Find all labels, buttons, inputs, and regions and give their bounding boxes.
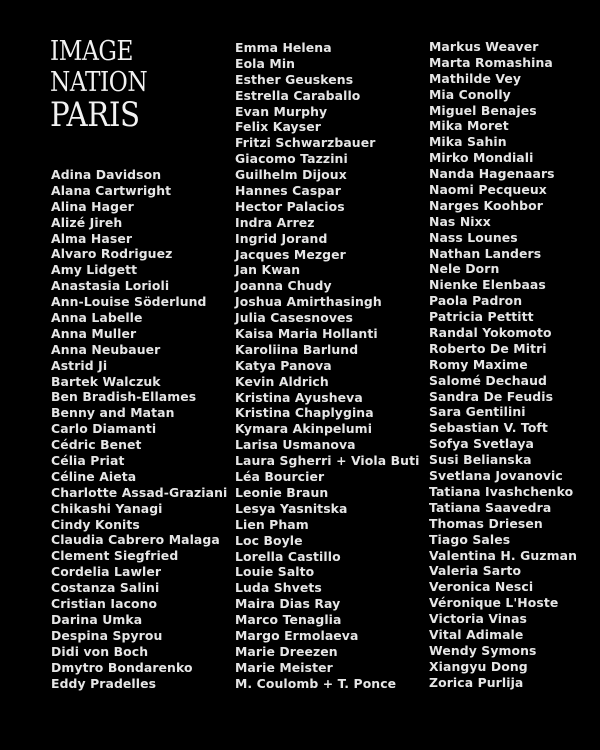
artist-name: Dmytro Bondarenko bbox=[51, 659, 193, 675]
artist-name: Randal Yokomoto bbox=[429, 325, 552, 341]
artist-name: Léa Bourcier bbox=[235, 469, 325, 485]
artist-name: Nas Nixx bbox=[429, 213, 491, 229]
artist-name: Vital Adimale bbox=[429, 626, 524, 642]
artist-name: Nienke Elenbaas bbox=[429, 277, 546, 293]
artist-name: Darina Umka bbox=[51, 611, 143, 627]
artist-name: Carlo Diamanti bbox=[51, 421, 157, 437]
image-nation-paris-logo bbox=[50, 36, 170, 135]
artist-name: Astrid Ji bbox=[51, 357, 108, 373]
artist-name: Guilhelm Dijoux bbox=[235, 167, 347, 183]
artist-name: Susi Belianska bbox=[429, 452, 532, 468]
logo-line-image: IMAGE bbox=[50, 36, 134, 67]
artist-name: Joanna Chudy bbox=[235, 278, 332, 294]
artist-name: Evan Murphy bbox=[235, 103, 328, 119]
artist-name: Tatiana Saavedra bbox=[429, 499, 552, 515]
artist-name: Luda Shvets bbox=[235, 580, 322, 596]
artist-name: Sandra De Feudis bbox=[429, 388, 554, 404]
artist-name: Hannes Caspar bbox=[235, 183, 341, 199]
artist-name: Miguel Benajes bbox=[429, 102, 537, 118]
artist-name: Clement Siegfried bbox=[51, 548, 179, 564]
artist-name: Célia Priat bbox=[51, 453, 125, 469]
artist-name: Alizé Jireh bbox=[51, 214, 123, 230]
artist-name: Cédric Benet bbox=[51, 437, 142, 453]
artist-name: Céline Aieta bbox=[51, 468, 137, 484]
artist-name: Nanda Hagenaars bbox=[429, 166, 555, 182]
artist-name: Laura Sgherri + Viola Buti bbox=[235, 453, 420, 469]
artist-name: Emma Helena bbox=[235, 40, 332, 55]
artist-name: Markus Weaver bbox=[429, 39, 539, 54]
artist-name: Mika Sahin bbox=[429, 134, 507, 150]
artist-name: Xiangyu Dong bbox=[429, 658, 528, 674]
artist-name: Marco Tenaglia bbox=[235, 612, 342, 628]
artist-name: Mia Conolly bbox=[429, 86, 511, 102]
artist-name: Victoria Vinas bbox=[429, 611, 528, 627]
artist-name: Indra Arrez bbox=[235, 214, 315, 230]
artist-name: Lesya Yasnitska bbox=[235, 500, 348, 516]
artist-name: Benny and Matan bbox=[51, 405, 175, 421]
artist-name: Cordelia Lawler bbox=[51, 564, 162, 580]
artist-name: Cindy Konits bbox=[51, 516, 140, 532]
artist-name: Valentina H. Guzman bbox=[429, 547, 577, 563]
artist-name: Julia Casesnoves bbox=[235, 310, 353, 326]
artist-name: Anna Labelle bbox=[51, 310, 143, 326]
artist-name: Sara Gentilini bbox=[429, 404, 526, 420]
artist-name: Marie Meister bbox=[235, 659, 333, 675]
artist-name: Kevin Aldrich bbox=[235, 373, 329, 389]
names-column-3 bbox=[429, 39, 577, 691]
artist-name: Patricia Pettitt bbox=[429, 309, 534, 325]
artist-name: Hector Palacios bbox=[235, 198, 345, 214]
artist-name: Kymara Akinpelumi bbox=[235, 421, 373, 437]
logo-line-nation: NATION bbox=[50, 67, 148, 98]
artist-name: Costanza Salini bbox=[51, 580, 160, 596]
artist-name: Tiago Sales bbox=[429, 531, 511, 547]
artist-name: Claudia Cabrero Malaga bbox=[51, 532, 220, 548]
artist-name: Joshua Amirthasingh bbox=[235, 294, 382, 310]
artist-name: Nathan Landers bbox=[429, 245, 542, 261]
artist-name: Alana Cartwright bbox=[51, 182, 172, 198]
artist-name: Giacomo Tazzini bbox=[235, 151, 348, 167]
artist-name: Salomé Dechaud bbox=[429, 372, 547, 388]
artist-name: Thomas Driesen bbox=[429, 515, 543, 531]
artist-name: Anastasia Lorioli bbox=[51, 278, 170, 294]
artist-name: Alina Hager bbox=[51, 198, 134, 214]
artist-name: Fritzi Schwarzbauer bbox=[235, 135, 376, 151]
artist-name: Adina Davidson bbox=[51, 167, 162, 182]
artist-name: Lorella Castillo bbox=[235, 548, 341, 564]
artist-name: Tatiana Ivashchenko bbox=[429, 483, 574, 499]
artist-name: Alma Haser bbox=[51, 230, 133, 246]
artist-name: Esther Geuskens bbox=[235, 71, 354, 87]
artist-name: Didi von Boch bbox=[51, 643, 149, 659]
artist-name: Chikashi Yanagi bbox=[51, 500, 163, 516]
artist-name: Sebastian V. Toft bbox=[429, 420, 548, 436]
logo-line-paris: PARIS bbox=[50, 95, 140, 135]
artist-name: Kaisa Maria Hollanti bbox=[235, 326, 378, 342]
artist-name: Katya Panova bbox=[235, 357, 332, 373]
artist-name: Kristina Chaplygina bbox=[235, 405, 374, 421]
artist-name: Naomi Pecqueux bbox=[429, 182, 547, 198]
artist-name: Larisa Usmanova bbox=[235, 437, 356, 453]
artist-name: Charlotte Assad-Graziani bbox=[51, 484, 228, 500]
artist-name: Narges Koohbor bbox=[429, 197, 543, 213]
artist-name: Zorica Purlija bbox=[429, 674, 524, 690]
artist-name: Louie Salto bbox=[235, 564, 315, 580]
artist-name: Ben Bradish-Ellames bbox=[51, 389, 197, 405]
artist-name: Amy Lidgett bbox=[51, 262, 138, 278]
artist-name: Sofya Svetlaya bbox=[429, 436, 534, 452]
artist-name: Nass Lounes bbox=[429, 229, 518, 245]
artist-name: Mika Moret bbox=[429, 118, 509, 134]
artist-name: Karoliina Barlund bbox=[235, 341, 359, 357]
artist-name: Despina Spyrou bbox=[51, 627, 163, 643]
artist-name: Estrella Caraballo bbox=[235, 87, 361, 103]
artist-name: Lien Pham bbox=[235, 516, 309, 532]
artist-name: Jacques Mezger bbox=[235, 246, 346, 262]
artist-name: Bartek Walczuk bbox=[51, 373, 161, 389]
artist-name: Anna Muller bbox=[51, 325, 137, 341]
artist-name: Alvaro Rodriguez bbox=[51, 246, 173, 262]
artist-name: Leonie Braun bbox=[235, 484, 329, 500]
artist-name: Wendy Symons bbox=[429, 642, 537, 658]
artist-name: Eddy Pradelles bbox=[51, 675, 157, 691]
artist-name: Roberto De Mitri bbox=[429, 340, 547, 356]
artist-name: Mathilde Vey bbox=[429, 70, 522, 86]
artist-name: Maira Dias Ray bbox=[235, 596, 341, 612]
artist-name: Veronica Nesci bbox=[429, 579, 534, 595]
artist-name: Paola Padron bbox=[429, 293, 523, 309]
artist-name: Ingrid Jorand bbox=[235, 230, 328, 246]
artist-name: Svetlana Jovanovic bbox=[429, 468, 563, 484]
artist-name: Valeria Sarto bbox=[429, 563, 522, 579]
artist-name: Cristian Iacono bbox=[51, 596, 158, 612]
artist-name: Jan Kwan bbox=[235, 262, 301, 278]
artist-name: Loc Boyle bbox=[235, 532, 303, 548]
names-column-2 bbox=[235, 40, 419, 692]
names-column-1 bbox=[51, 167, 227, 691]
artist-name: Kristina Ayusheva bbox=[235, 389, 363, 405]
artist-name: Marta Romashina bbox=[429, 54, 553, 70]
artist-name: Romy Maxime bbox=[429, 356, 528, 372]
artist-name: Eola Min bbox=[235, 55, 296, 71]
artist-name: Felix Kayser bbox=[235, 119, 321, 135]
artist-name: Mirko Mondiali bbox=[429, 150, 534, 166]
artist-name: Nele Dorn bbox=[429, 261, 500, 277]
artist-name: Véronique L'Hoste bbox=[429, 595, 559, 611]
artist-name: Marie Dreezen bbox=[235, 643, 338, 659]
artist-name: Anna Neubauer bbox=[51, 341, 161, 357]
artist-name: M. Coulomb + T. Ponce bbox=[235, 675, 397, 691]
artist-name: Margo Ermolaeva bbox=[235, 627, 359, 643]
artist-name: Ann-Louise Söderlund bbox=[51, 294, 207, 310]
